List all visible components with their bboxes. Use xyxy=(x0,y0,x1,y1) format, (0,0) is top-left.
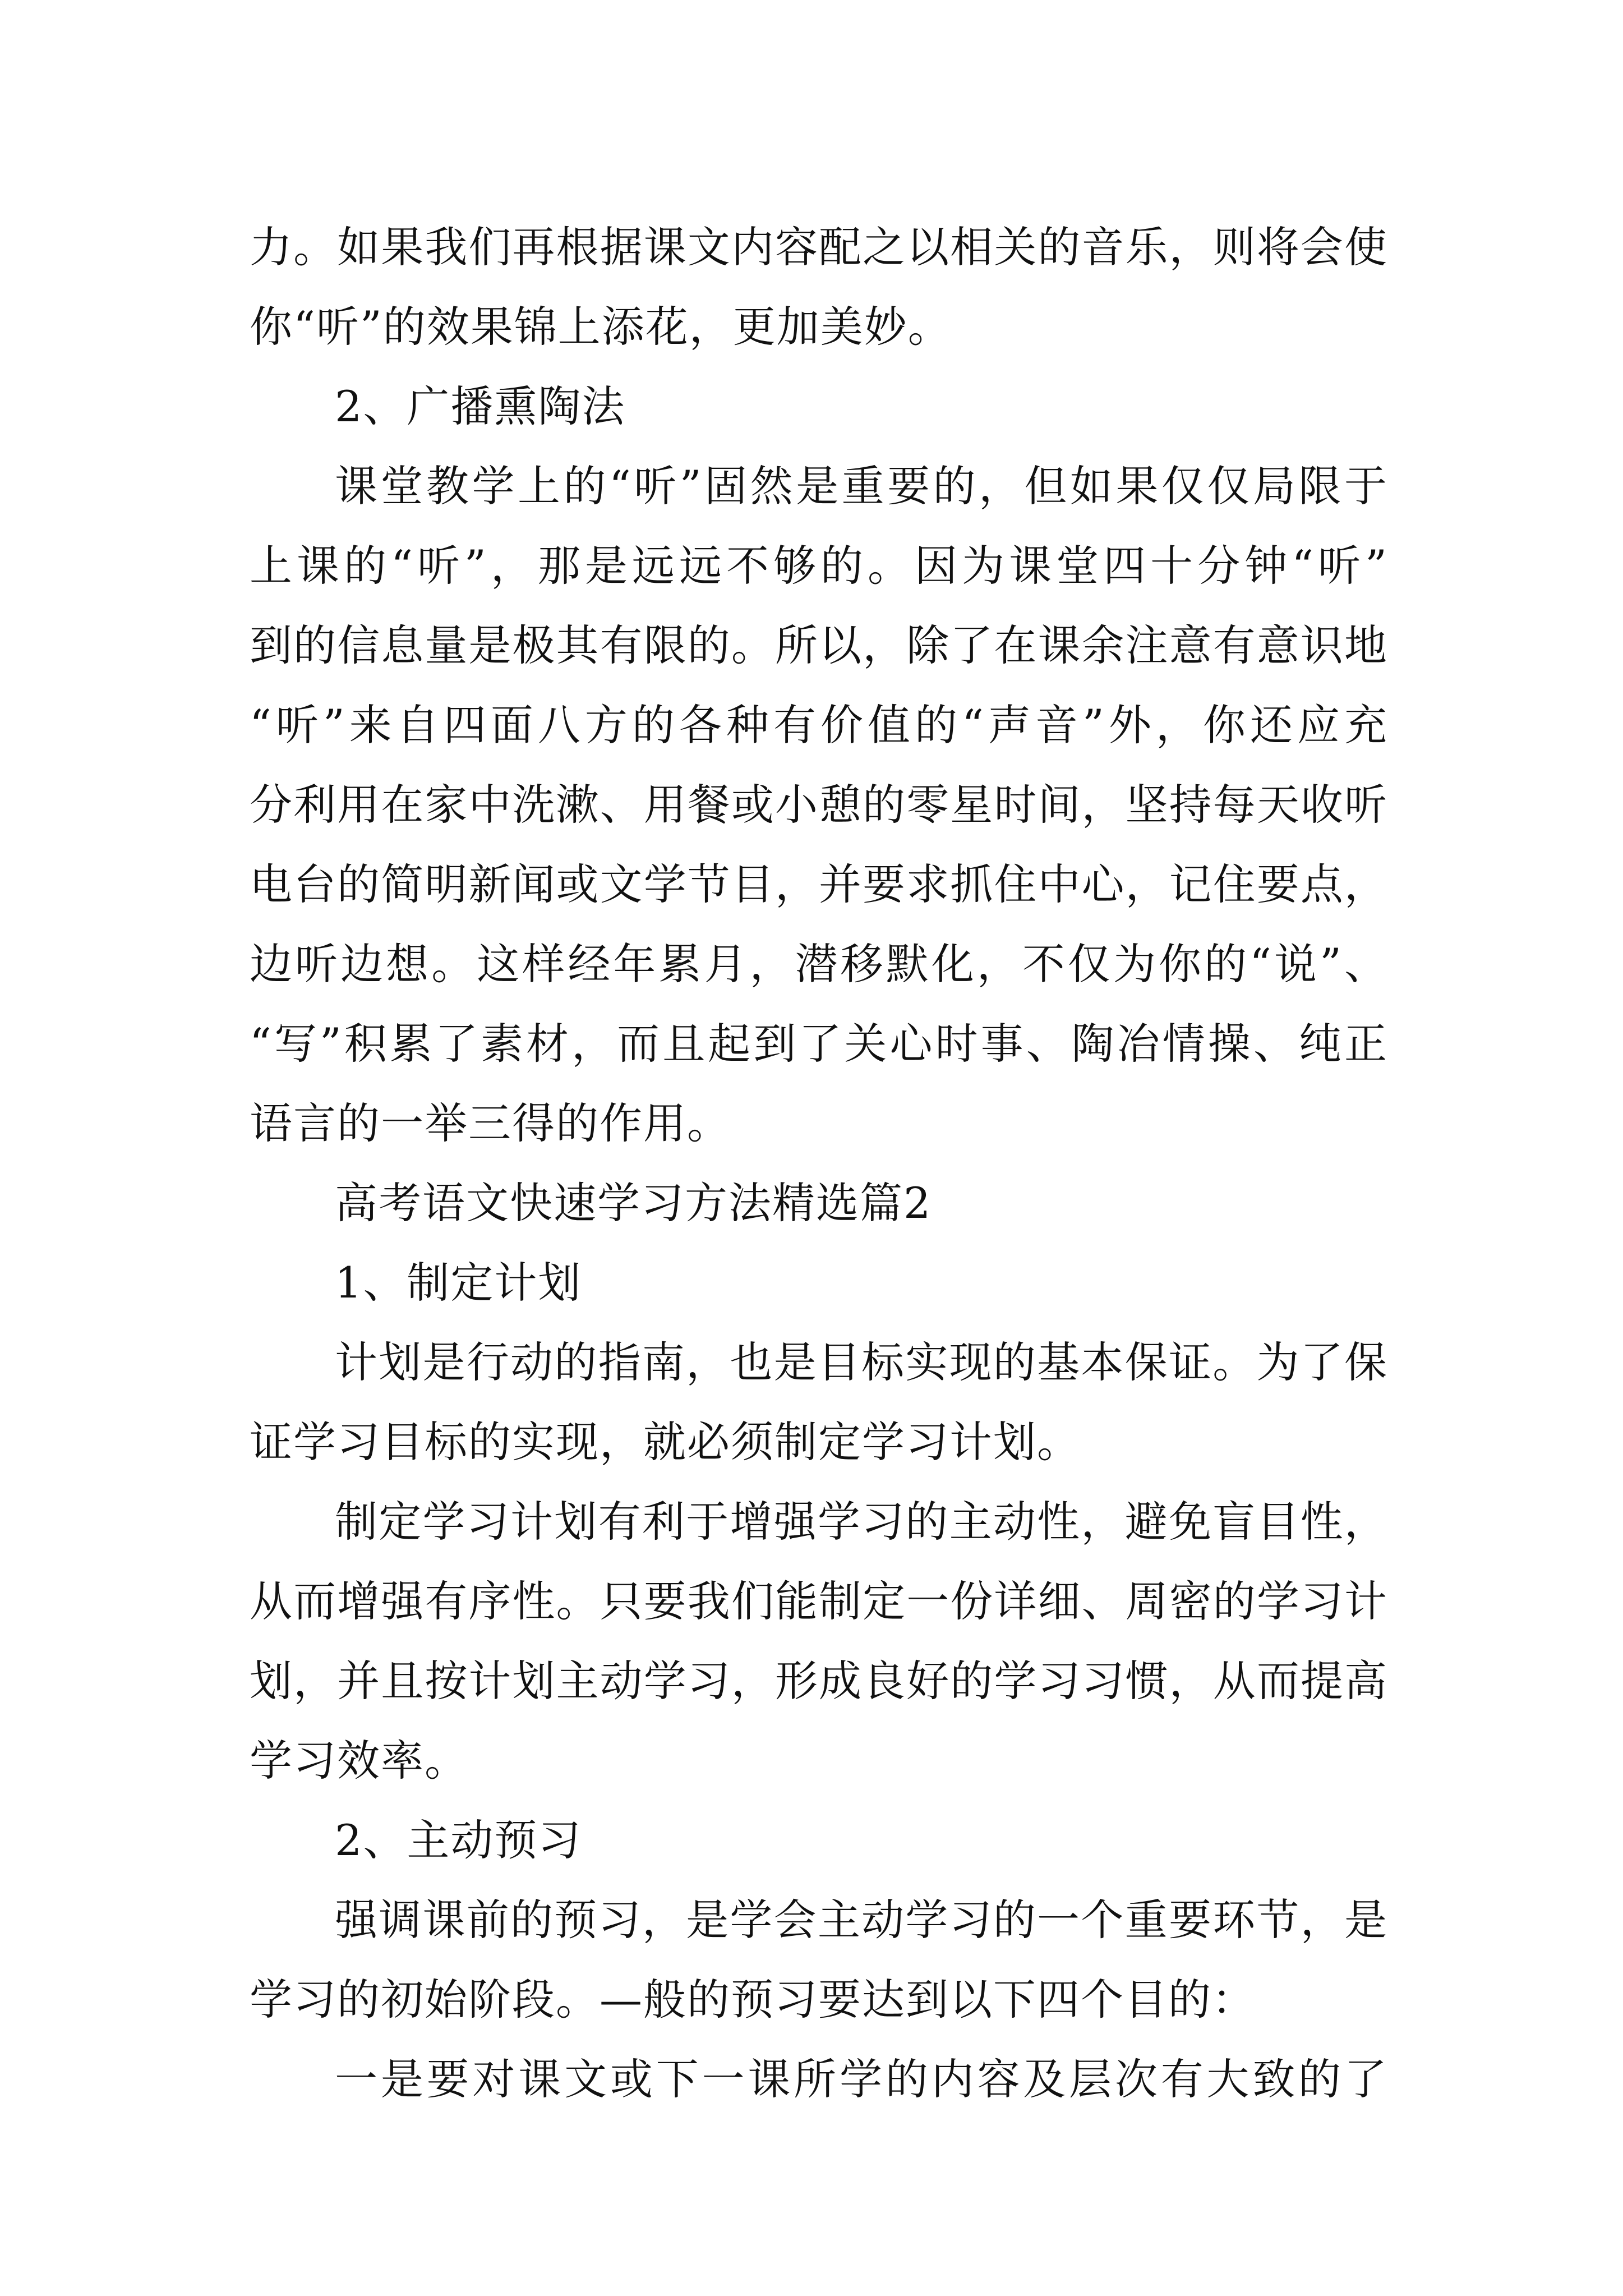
text-line: 制定学习计划有利于增强学习的主动性，避免盲目性， xyxy=(335,1497,1388,1547)
text-line: 电台的简明新闻或文学节目，并要求抓住中心，记住要点， xyxy=(250,859,1388,909)
text-line: 分利用在家中洗漱、用餐或小憩的零星时间，坚持每天收听 xyxy=(250,780,1388,830)
text-line: 证学习目标的实现，就必须制定学习计划。 xyxy=(250,1417,1081,1467)
text-line: 学习效率。 xyxy=(250,1736,468,1786)
text-line: 从而增强有序性。只要我们能制定一份详细、周密的学习计 xyxy=(250,1576,1388,1626)
text-line: 边听边想。这样经年累月，潜移默化，不仅为你的“说”、 xyxy=(250,939,1388,989)
text-line: “听”来自四面八方的各种有价值的“声音”外，你还应充 xyxy=(250,700,1388,750)
text-line: 到的信息量是极其有限的。所以，除了在课余注意有意识地 xyxy=(250,620,1388,670)
text-line: 学习的初始阶段。—般的预习要达到以下四个目的： xyxy=(250,1975,1256,2024)
text-line: 计划是行动的指南，也是目标实现的基本保证。为了保 xyxy=(335,1337,1388,1387)
section-heading: 2、主动预习 xyxy=(335,1815,582,1865)
section-heading: 1、制定计划 xyxy=(335,1258,582,1308)
text-line: 上课的“听”，那是远远不够的。因为课堂四十分钟“听” xyxy=(250,541,1388,591)
text-line: 课堂教学上的“听”固然是重要的，但如果仅仅局限于 xyxy=(335,461,1388,511)
document-body xyxy=(250,208,1388,2119)
text-line: 力。如果我们再根据课文内容配之以相关的音乐，则将会使 xyxy=(250,222,1388,272)
article-title: 高考语文快速学习方法精选篇2 xyxy=(335,1178,932,1228)
text-line: 你“听”的效果锦上添花，更加美妙。 xyxy=(250,302,952,352)
text-line: “写”积累了素材，而且起到了关心时事、陶冶情操、纯正 xyxy=(250,1019,1388,1069)
section-heading: 2、广播熏陶法 xyxy=(335,381,626,431)
text-line: 语言的一举三得的作用。 xyxy=(250,1098,731,1148)
text-line: 一是要对课文或下一课所学的内容及层次有大致的了 xyxy=(335,2054,1388,2104)
text-line: 强调课前的预习，是学会主动学习的一个重要环节，是 xyxy=(335,1895,1388,1945)
text-line: 划，并且按计划主动学习，形成良好的学习习惯，从而提高 xyxy=(250,1656,1388,1706)
